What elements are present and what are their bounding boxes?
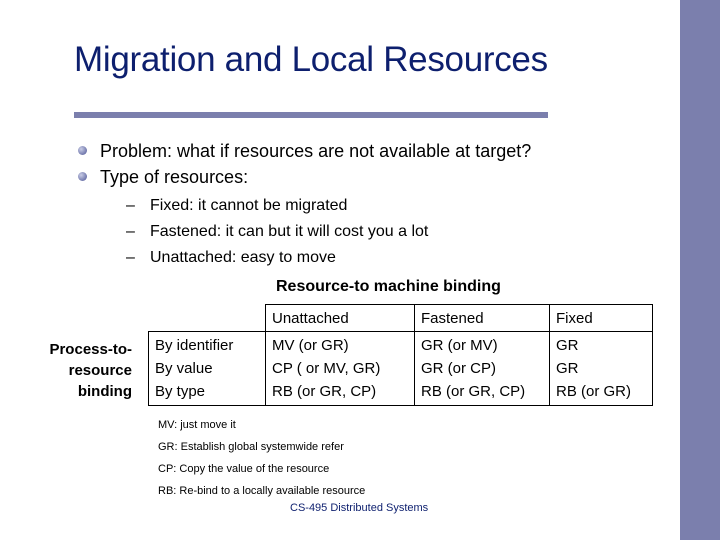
table-cell: GR (or CP) xyxy=(421,360,496,377)
legend-note: GR: Establish global systemwide refer xyxy=(158,441,344,453)
fixed-cell xyxy=(550,332,653,406)
bullet-item xyxy=(78,138,531,164)
fastened-cell xyxy=(415,332,550,406)
table-header-row xyxy=(149,305,653,332)
sub-bullet-item xyxy=(126,219,428,245)
side-accent-bar xyxy=(680,0,720,540)
sub-bullet-item xyxy=(126,245,428,271)
table-row-label: Process-to-resource binding xyxy=(49,341,132,400)
sub-bullet-list xyxy=(126,193,428,271)
table-cell: GR (or MV) xyxy=(421,337,498,354)
sub-bullet-text: Fastened: it can but it will cost you a lot xyxy=(150,223,429,240)
column-header: Fastened xyxy=(415,305,550,332)
table-cell: MV (or GR) xyxy=(272,337,349,354)
unattached-cell xyxy=(266,332,415,406)
table-cell: RB (or GR) xyxy=(556,383,631,400)
table-corner-cell xyxy=(149,305,266,332)
dash-icon: – xyxy=(126,249,135,266)
bullet-text: Problem: what if resources are not available at target? xyxy=(100,141,532,161)
table-body-row xyxy=(149,332,653,406)
column-header: Fixed xyxy=(550,305,653,332)
table-cell: GR xyxy=(556,360,579,377)
title-underline xyxy=(74,112,548,118)
bullet-item xyxy=(78,164,531,190)
sub-bullet-text: Unattached: easy to move xyxy=(150,249,336,266)
table-title: Resource-to machine binding xyxy=(276,278,501,295)
legend-note: CP: Copy the value of the resource xyxy=(158,463,330,475)
table-cell: RB (or GR, CP) xyxy=(272,383,377,400)
bullet-dot-icon xyxy=(78,146,87,155)
row-headers-cell xyxy=(149,332,266,406)
row-header: By type xyxy=(155,383,206,400)
table-cell: RB (or GR, CP) xyxy=(421,383,526,400)
dash-icon: – xyxy=(126,197,135,214)
sub-bullet-text: Fixed: it cannot be migrated xyxy=(150,197,348,214)
sub-bullet-item xyxy=(126,193,428,219)
row-header: By value xyxy=(155,360,213,377)
legend-note: MV: just move it xyxy=(158,419,236,431)
legend-note: RB: Re-bind to a locally available resource xyxy=(158,485,366,497)
bullet-dot-icon xyxy=(78,172,87,181)
column-header: Unattached xyxy=(266,305,415,332)
bullet-text: Type of resources: xyxy=(100,167,249,187)
legend-notes xyxy=(158,414,365,502)
slide-title: Migration and Local Resources xyxy=(74,40,548,79)
row-header: By identifier xyxy=(155,337,234,354)
table-cell: GR xyxy=(556,337,579,354)
bullet-list xyxy=(78,138,531,190)
dash-icon: – xyxy=(126,223,135,240)
table-cell: CP ( or MV, GR) xyxy=(272,360,381,377)
slide-footer: CS-495 Distributed Systems xyxy=(290,502,429,514)
binding-table xyxy=(148,304,653,406)
